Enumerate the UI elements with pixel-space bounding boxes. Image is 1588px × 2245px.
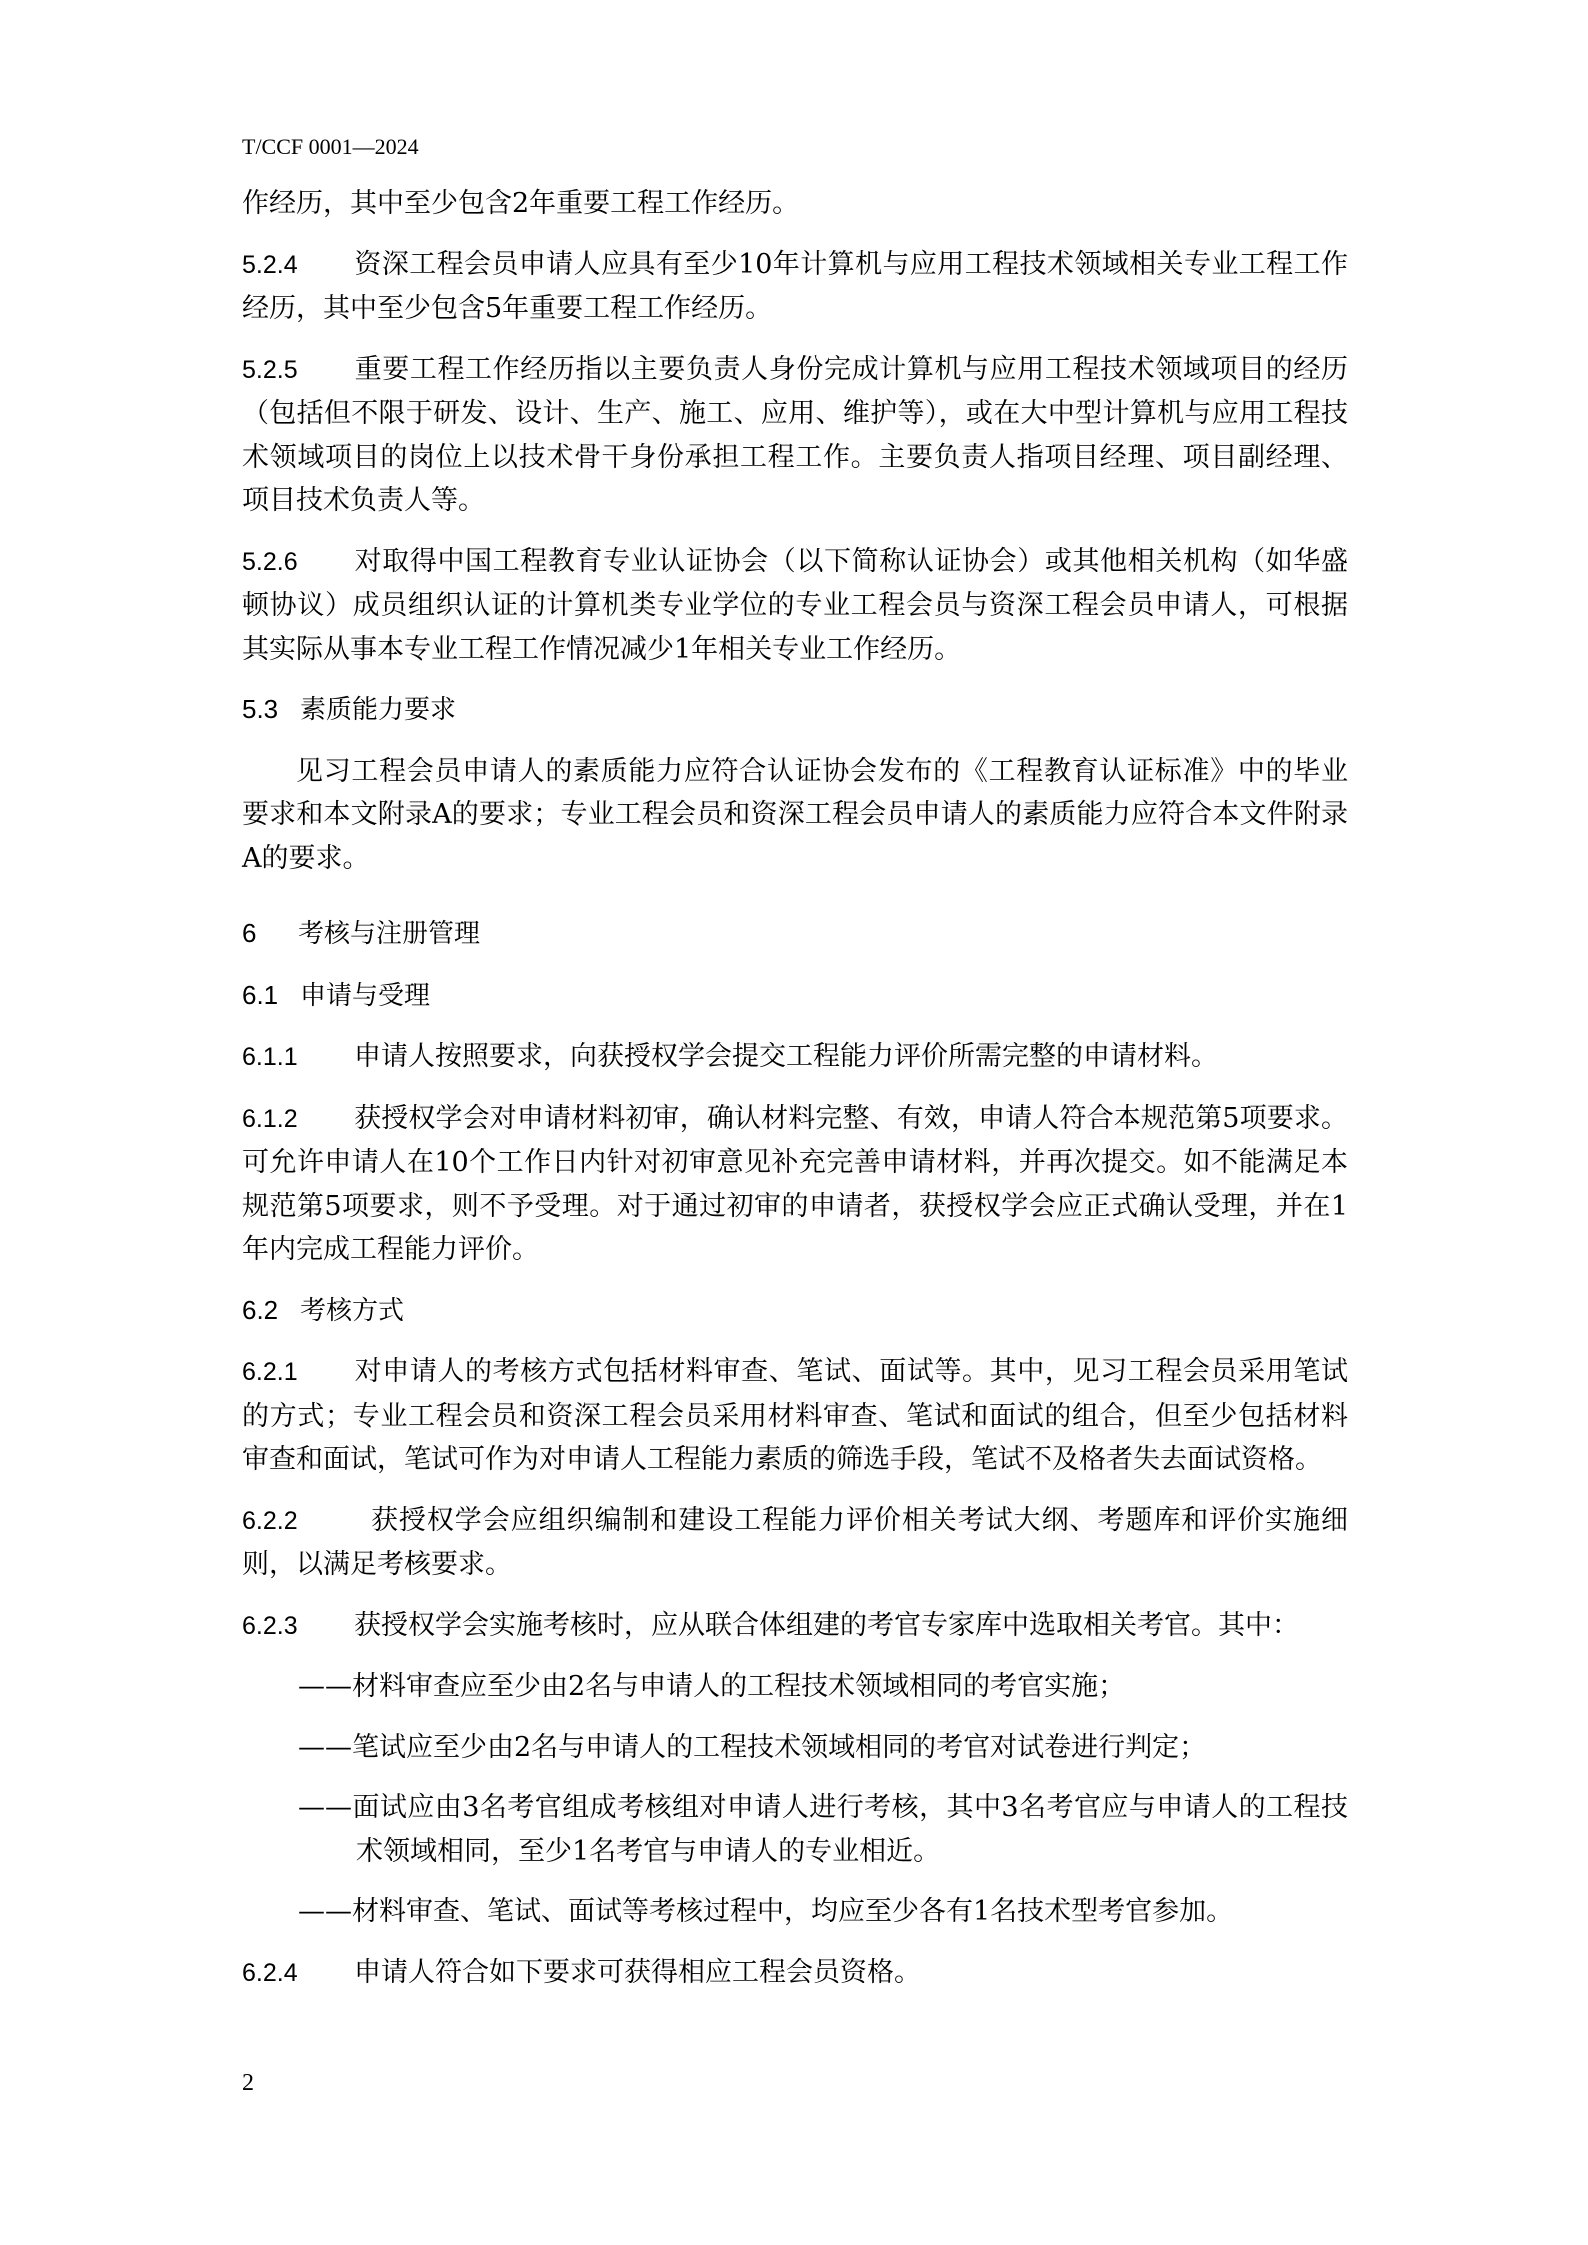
page-content bbox=[242, 132, 1348, 2012]
heading-text: 考核与注册管理 bbox=[298, 919, 481, 949]
clause-text: 获授权学会应组织编制和建设工程能力评价相关考试大纲、考题库和评价实施细则，以满足考核要求。 bbox=[242, 1504, 1348, 1580]
clause-paragraph bbox=[242, 1350, 1348, 1482]
clause-paragraph bbox=[242, 243, 1348, 331]
document-header: T/CCF 0001—2024 bbox=[242, 134, 419, 159]
clause-text: 申请人按照要求，向获授权学会提交工程能力评价所需完整的申请材料。 bbox=[354, 1041, 1218, 1072]
clause-paragraph bbox=[242, 1097, 1348, 1272]
subsection-heading bbox=[242, 1289, 1348, 1334]
clause-number: 6.1.1 bbox=[242, 1043, 298, 1071]
heading-number: 6 bbox=[242, 918, 257, 948]
clause-text: 对申请人的考核方式包括材料审查、笔试、面试等。其中，见习工程会员采用笔试的方式；专业工程会员和资深工程会员采用材料审查、笔试和面试的组合，但至少包括材料审查和面试，笔试可作为对申请人工程能力素质的筛选手段，笔试不及格者失去面试资格。 bbox=[242, 1356, 1348, 1475]
subsection-heading bbox=[242, 974, 1348, 1019]
clause-number: 6.2.2 bbox=[242, 1506, 298, 1535]
page-number: 2 bbox=[242, 2070, 254, 2096]
clause-text: 资深工程会员申请人应具有至少10年计算机与应用工程技术领域相关专业工程工作经历，其中至少包含5年重要工程工作经历。 bbox=[242, 248, 1348, 324]
heading-text: 考核方式 bbox=[300, 1295, 405, 1326]
clause-number: 6.2.4 bbox=[242, 1958, 298, 1987]
dash-list-item: ——材料审查应至少由2名与申请人的工程技术领域相同的考官实施； bbox=[298, 1671, 1126, 1702]
document-body bbox=[242, 182, 1348, 1995]
clause-text: 对取得中国工程教育专业认证协会（以下简称认证协会）或其他相关机构（如华盛顿协议）成员组织认证的计算机类专业学位的专业工程会员与资深工程会员申请人，可根据其实际从事本专业工程工作情况减少1年相关专业工作经历。 bbox=[242, 545, 1348, 665]
clause-text: 获授权学会实施考核时，应从联合体组建的考官专家库中选取相关考官。其中： bbox=[354, 1609, 1299, 1641]
heading-text: 素质能力要求 bbox=[300, 695, 457, 725]
heading-text: 申请与受理 bbox=[300, 980, 431, 1011]
clause-paragraph bbox=[242, 348, 1348, 523]
heading-number: 6.1 bbox=[242, 979, 279, 1010]
clause-text: 获授权学会对申请材料初审，确认材料完整、有效，申请人符合本规范第5项要求。可允许申请人在10个工作日内针对初审意见补充完善申请材料，并再次提交。如不能满足本规范第5项要求，则不予受理。对于通过初审的申请者，获授权学会应正式确认受理，并在1年内完成工程能力评价。 bbox=[242, 1102, 1348, 1265]
clause-number: 6.2.3 bbox=[242, 1611, 298, 1640]
clause-number: 5.2.5 bbox=[242, 355, 298, 384]
subsection-heading bbox=[242, 688, 1348, 733]
dash-list-item: ——材料审查、笔试、面试等考核过程中，均应至少各有1名技术型考官参加。 bbox=[298, 1896, 1234, 1927]
clause-number: 6.1.2 bbox=[242, 1104, 298, 1133]
clause-paragraph bbox=[242, 1499, 1348, 1587]
clause-text: 申请人符合如下要求可获得相应工程会员资格。 bbox=[354, 1956, 921, 1988]
clause-number: 5.2.6 bbox=[242, 547, 298, 576]
body-paragraph: 见习工程会员申请人的素质能力应符合认证协会发布的《工程教育认证标准》中的毕业要求和本文附录A的要求；专业工程会员和资深工程会员申请人的素质能力应符合本文件附录A的要求。 bbox=[242, 755, 1348, 874]
clause-text: 作经历，其中至少包含2年重要工程工作经历。 bbox=[242, 188, 800, 219]
clause-paragraph bbox=[242, 1951, 1348, 1996]
heading-number: 6.2 bbox=[242, 1294, 279, 1325]
clause-paragraph bbox=[242, 1035, 1348, 1080]
heading-number: 5.3 bbox=[242, 694, 279, 724]
dash-list-item: ——笔试应至少由2名与申请人的工程技术领域相同的考官对试卷进行判定； bbox=[298, 1731, 1207, 1763]
clause-number: 5.2.4 bbox=[242, 250, 298, 279]
clause-paragraph bbox=[242, 540, 1348, 672]
section-heading bbox=[242, 912, 1348, 957]
clause-number: 6.2.1 bbox=[242, 1358, 298, 1386]
dash-list-item: ——面试应由3名考官组成考核组对申请人进行考核，其中3名考官应与申请人的工程技术领域相同，至少1名考官与申请人的专业相近。 bbox=[298, 1792, 1348, 1867]
clause-paragraph bbox=[242, 1604, 1348, 1649]
clause-paragraph bbox=[242, 182, 1348, 226]
clause-text: 重要工程工作经历指以主要负责人身份完成计算机与应用工程技术领域项目的经历（包括但不限于研发、设计、生产、施工、应用、维护等），或在大中型计算机与应用工程技术领域项目的岗位上以技术骨干身份承担工程工作。主要负责人指项目经理、项目副经理、项目技术负责人等。 bbox=[242, 353, 1348, 516]
